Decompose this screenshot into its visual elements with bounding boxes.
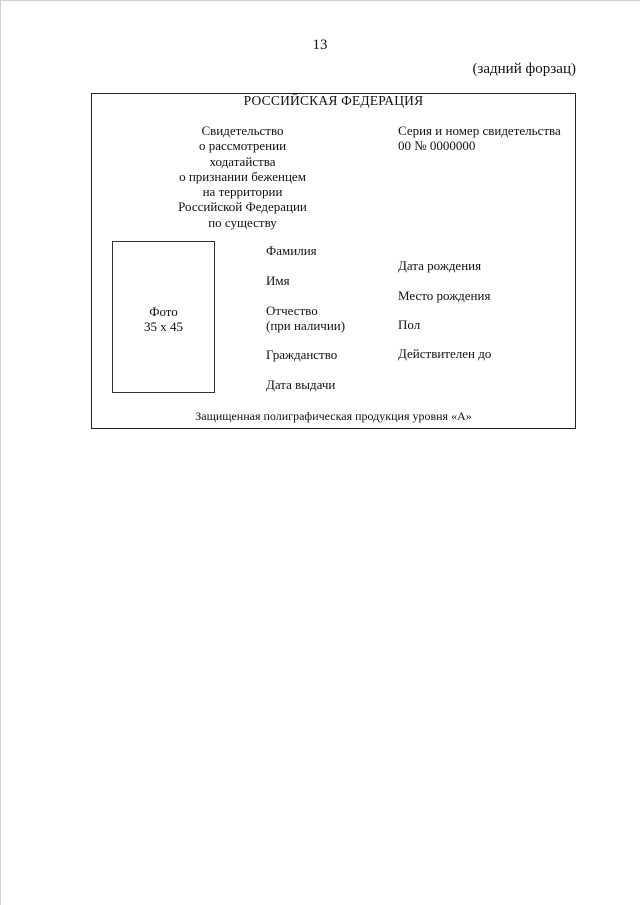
page-edge-top xyxy=(0,0,640,1)
field-surname: Фамилия xyxy=(266,243,317,258)
serial-number-label: Серия и номер свидетельства xyxy=(398,123,561,138)
certificate-title-line: Свидетельство xyxy=(201,123,284,138)
header-note: (задний форзац) xyxy=(472,61,576,77)
field-sex: Пол xyxy=(398,317,421,332)
field-valid-until: Действителен до xyxy=(398,346,492,361)
field-patronymic-note: (при наличии) xyxy=(266,318,346,333)
photo-placeholder xyxy=(112,241,215,393)
security-footer: Защищенная полиграфическая продукция уровня «А» xyxy=(195,409,472,423)
field-birth-place: Место рождения xyxy=(398,288,491,303)
certificate-title xyxy=(150,123,335,230)
country-title: РОССИЙСКАЯ ФЕДЕРАЦИЯ xyxy=(243,93,424,108)
field-birth-date: Дата рождения xyxy=(398,258,482,273)
field-citizenship: Гражданство xyxy=(266,347,338,362)
page-edge-left xyxy=(0,0,1,905)
photo-size-line: 35 х 45 xyxy=(144,319,183,334)
photo-label xyxy=(113,304,214,334)
certificate-title-line: по существу xyxy=(208,214,277,230)
certificate-title-line: ходатайства xyxy=(209,153,276,169)
certificate-title-line: о признании беженцем xyxy=(179,168,306,184)
page-number: 13 xyxy=(312,37,328,53)
certificate-title-line: Российской Федерации xyxy=(178,199,307,215)
certificate-title-line: на территории xyxy=(202,184,283,200)
field-name: Имя xyxy=(266,273,290,288)
certificate-title-line: о рассмотрении xyxy=(198,138,287,154)
serial-number-value: 00 № 0000000 xyxy=(398,138,476,153)
field-issue-date: Дата выдачи xyxy=(266,377,336,392)
photo-label-line: Фото xyxy=(149,304,178,319)
field-patronymic: Отчество xyxy=(266,303,318,318)
